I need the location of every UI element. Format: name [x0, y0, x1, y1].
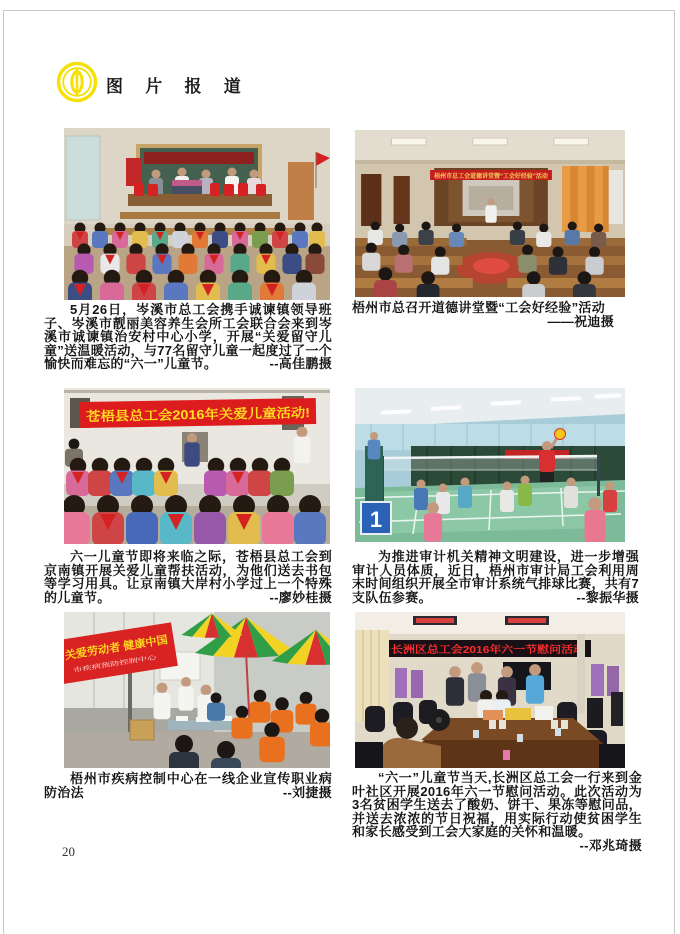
- svg-text:关爱劳动者 健康中国: 关爱劳动者 健康中国: [64, 634, 167, 663]
- photo-credit: --黎振华摄: [576, 589, 639, 605]
- photo-credit: --高佳鹏摄: [269, 356, 332, 371]
- photo-credit: --廖妙桂摄: [269, 589, 332, 605]
- union-emblem-icon: [56, 60, 98, 104]
- photo-health-promotion: [64, 612, 330, 768]
- page-number: 20: [62, 844, 75, 859]
- classroom-banner: [144, 152, 254, 164]
- photo-classroom-donation: [64, 128, 330, 300]
- court-number-sign: [361, 502, 391, 534]
- caption-article-5: 梧州市疾病控制中心在一线企业宣传职业病防治法 --刘捷摄: [44, 771, 332, 800]
- photo-community-visit: [355, 612, 625, 768]
- svg-text:市疾病预防控制中心: 市疾病预防控制中心: [72, 659, 128, 675]
- meeting-banner: [430, 170, 552, 180]
- caption-article-1: 5月26日，岑溪市总工会携手诚谏镇领导班子、岑溪市靓丽美容养生会所工会联合会来到岑溪市诚谏镇治安村中心小学，开展“关爱留守儿童”送温暖活动，与77名留守儿童一起度过了一个愉快而难忘的“六一”儿童节。 --高佳鹏摄: [44, 302, 332, 371]
- svg-text:长洲区总工会2016年六一节慰问活动: 长洲区总工会2016年六一节慰问活动: [391, 645, 554, 656]
- svg-text:梧州市总工会道德讲堂暨“工会好经验”活动: 梧州市总工会道德讲堂暨“工会好经验”活动: [434, 174, 550, 180]
- photo-credit: --刘捷摄: [282, 784, 332, 800]
- svg-text:1: 1: [369, 507, 383, 532]
- photo-children-banner-event: [64, 388, 330, 544]
- page-title: 图 片 报 道: [106, 77, 250, 96]
- caption-article-3: 六一儿童节即将来临之际，苍梧县总工会到京南镇开展关爱儿童帮扶活动，为他们送去书包等学习用具。让京南镇大岸村小学过上一个特殊的儿童节。 --廖妙桂摄: [44, 549, 332, 605]
- led-banner: [385, 640, 591, 657]
- event-banner: [80, 398, 316, 428]
- photo-credit: --邓兆琦摄: [579, 837, 642, 853]
- photo-credit: ——祝迪摄: [547, 313, 614, 329]
- caption-article-4: 为推进审计机关精神文明建设，进一步增强审计人员体质，近日，梧州市审计局工会利用周末时间组织开展全市审计系统气排球比赛，共有7支队伍参赛。 --黎振华摄: [352, 549, 639, 605]
- caption-article-6: “六一”儿童节当天,长洲区总工会一行来到金叶社区开展2016年六一节慰问活动。此次活动为3名贫困学生送去了酸奶、饼干、果冻等慰问品，并送去浓浓的节日祝福，用实际行动使贫困学生和家长感受到工会大家庭的关怀和温暖。 --邓兆琦摄: [352, 770, 642, 853]
- photo-volleyball-match: [355, 388, 625, 542]
- svg-text:苍梧县总工会2016年关爱儿童活动!: 苍梧县总工会2016年关爱儿童活动!: [85, 405, 289, 424]
- photo-conference-lecture: [355, 130, 625, 297]
- caption-article-2: 梧州市总召开道德讲堂暨“工会好经验”活动 ——祝迪摄: [352, 300, 614, 329]
